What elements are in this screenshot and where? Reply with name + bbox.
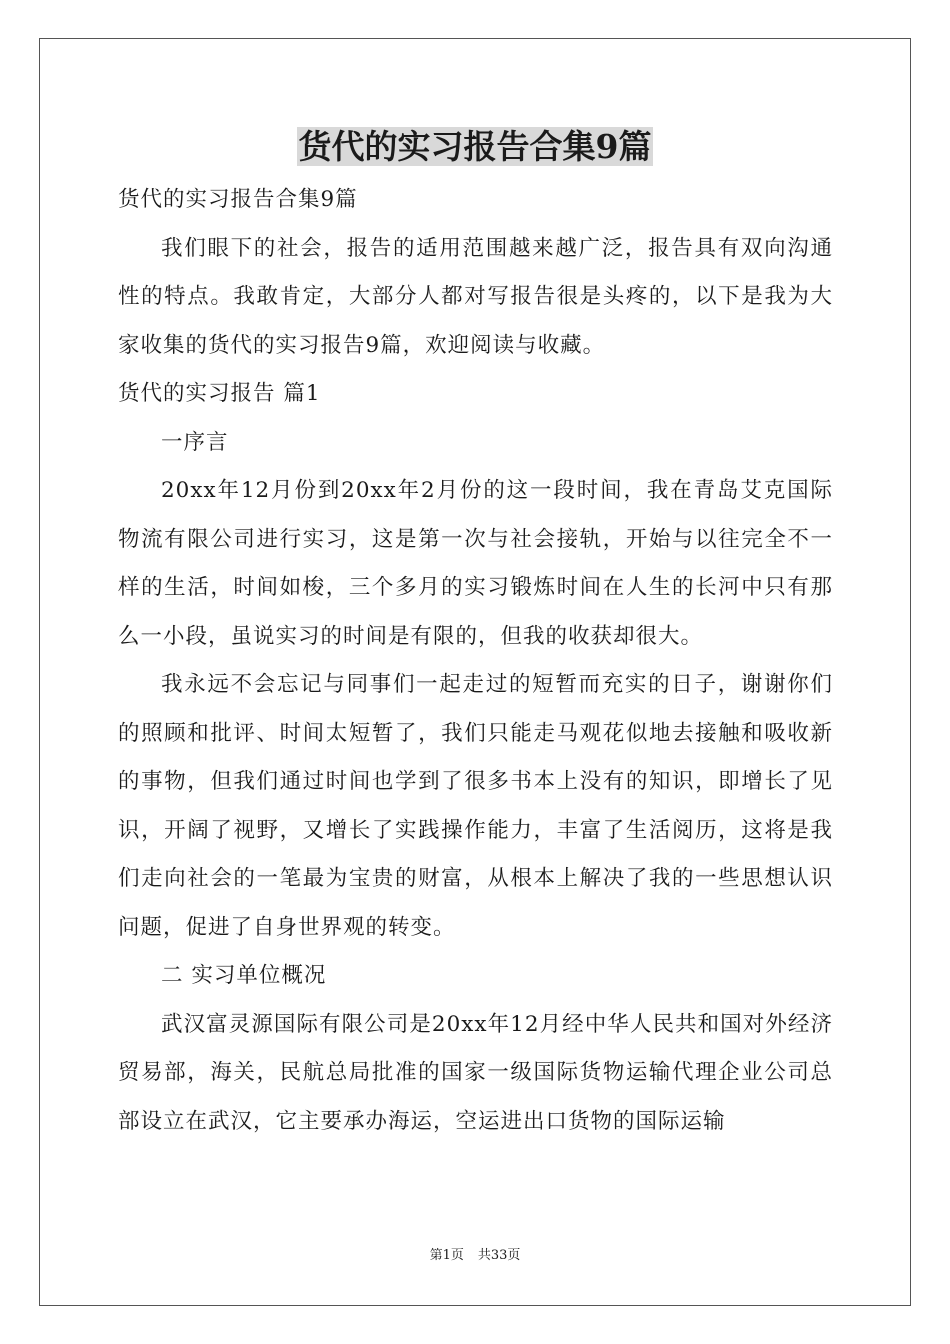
document-subtitle: 货代的实习报告合集9篇	[118, 187, 358, 212]
page-footer	[0, 1246, 950, 1266]
page-number: 第1页	[429, 1248, 464, 1263]
section-1-part-2-heading: 二 实习单位概况	[161, 963, 327, 988]
intro-paragraph: 我们眼下的社会，报告的适用范围越来越广泛，报告具有双向沟通性的特点。我敢肯定，大部分人都对写报告很是头疼的，以下是我为大家收集的货代的实习报告9篇，欢迎阅读与收藏。	[118, 235, 833, 358]
paragraph-2: 我永远不会忘记与同事们一起走过的短暂而充实的日子，谢谢你们的照顾和批评、时间太短暂了，我们只能走马观花似地去接触和吸收新的事物，但我们通过时间也学到了很多书本上没有的知识，即增长了见识，开阔了视野，又增长了实践操作能力，丰富了生活阅历，这将是我们走向社会的一笔最为宝贵的财富，从根本上解决了我的一些思想认识问题，促进了自身世界观的转变。	[118, 672, 833, 940]
section-1-title: 货代的实习报告 篇1	[118, 381, 321, 406]
paragraph-3: 武汉富灵源国际有限公司是20xx年12月经中华人民共和国对外经济贸易部，海关，民航总局批准的国家一级国际货物运输代理企业公司总部设立在武汉，它主要承办海运，空运进出口货物的国际运输	[118, 1011, 833, 1134]
page-total: 共33页	[477, 1248, 521, 1263]
document-title	[0, 124, 950, 170]
document-title-text: 货代的实习报告合集9篇	[298, 127, 652, 166]
section-1-part-1-heading: 一序言	[161, 429, 229, 455]
document-body	[118, 176, 833, 1146]
paragraph-1: 20xx年12月份到20xx年2月份的这一段时间，我在青岛艾克国际物流有限公司进行实习，这是第一次与社会接轨，开始与以往完全不一样的生活，时间如梭，三个多月的实习锻炼时间在人生的长河中只有那么一小段，虽说实习的时间是有限的，但我的收获却很大。	[118, 478, 833, 649]
